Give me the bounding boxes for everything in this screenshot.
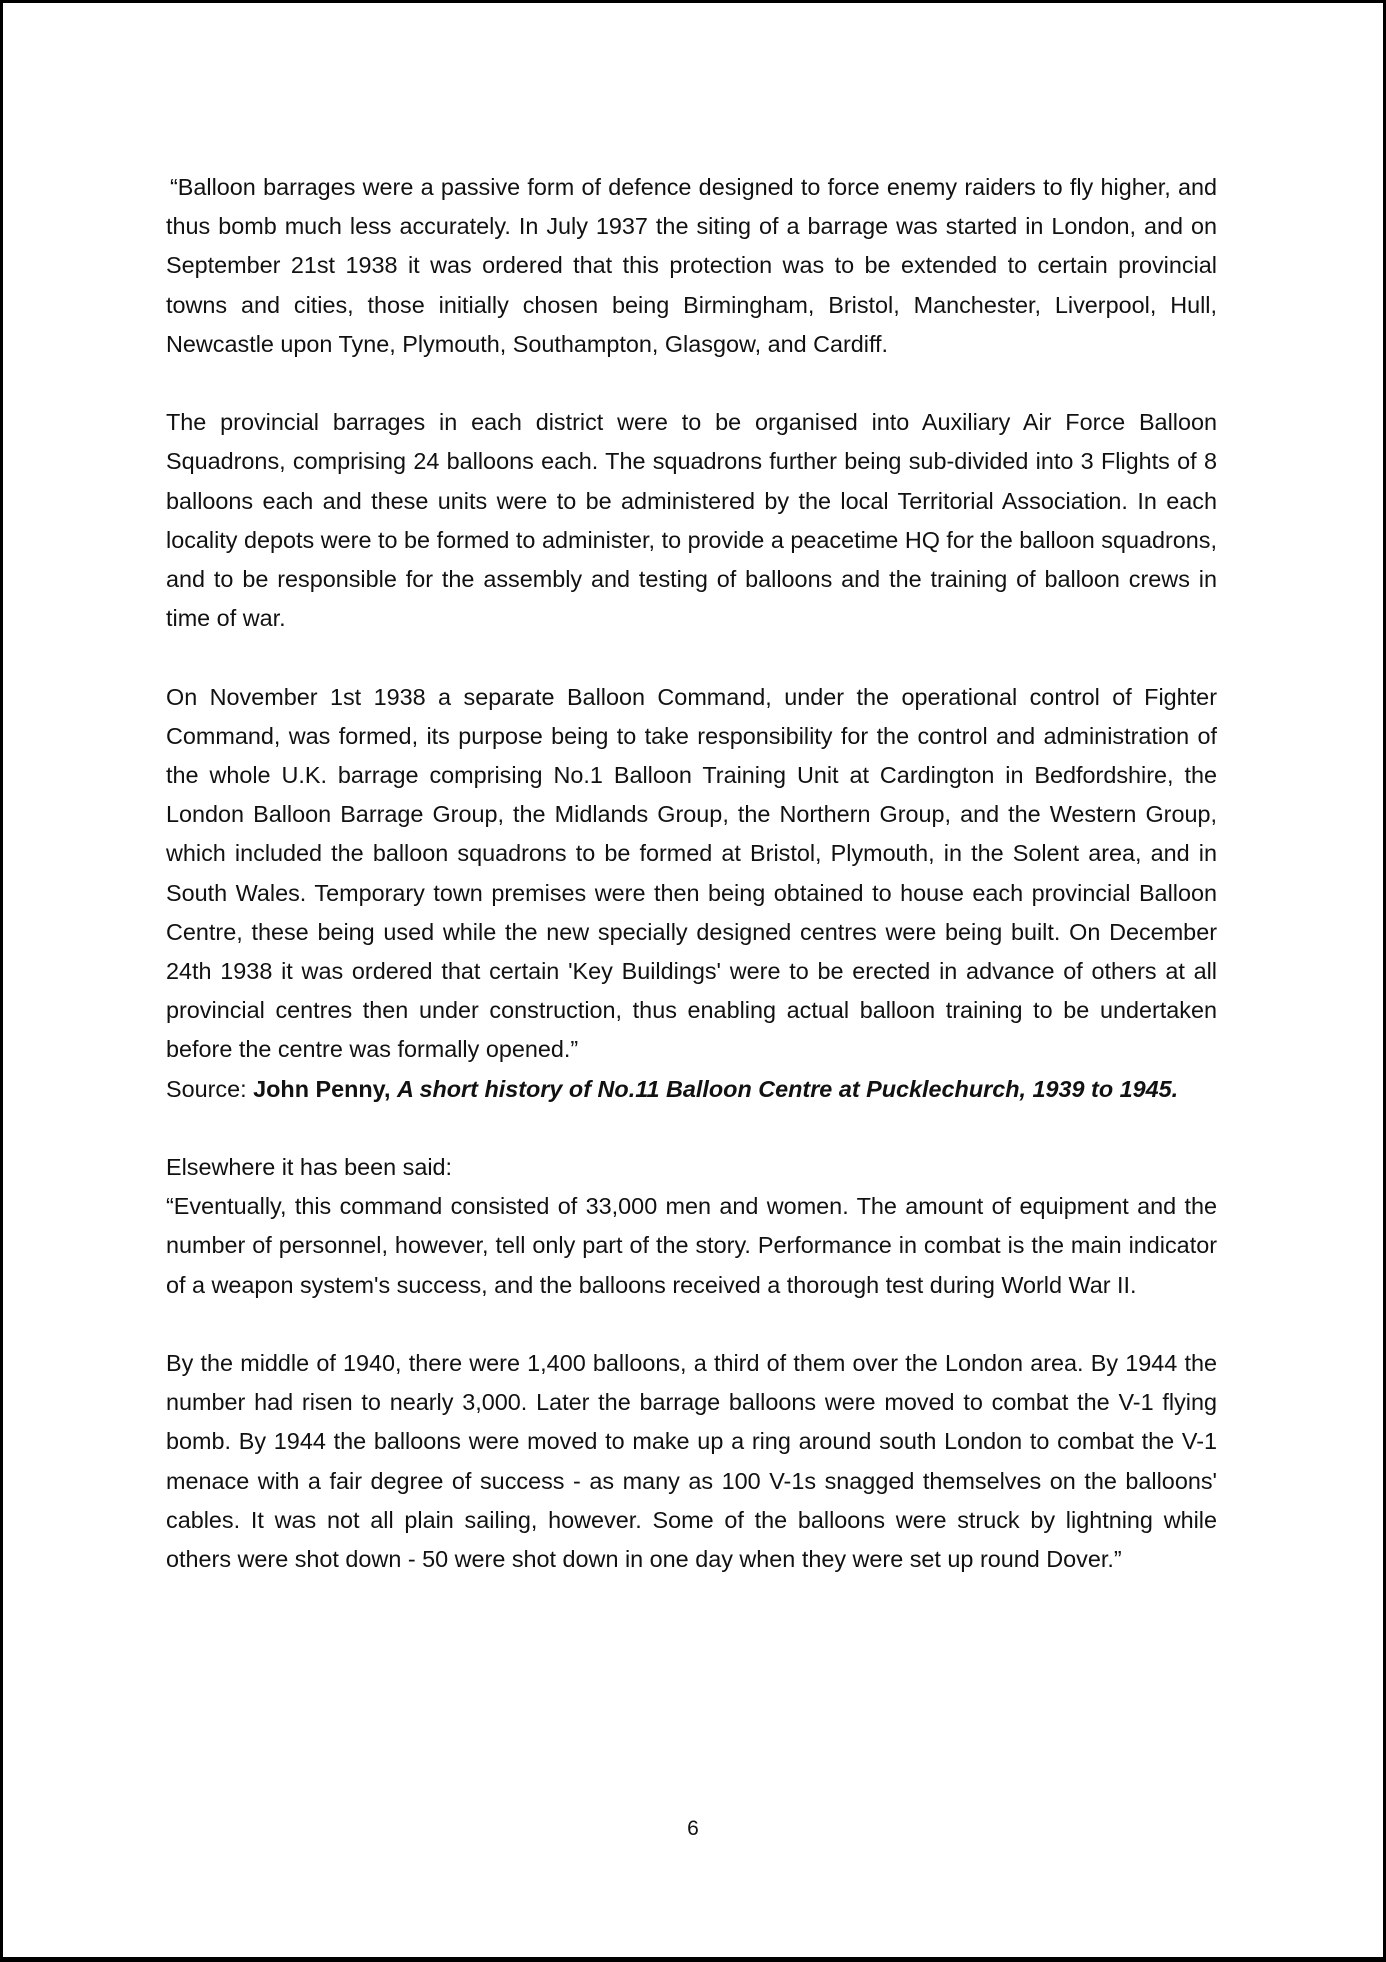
source-prefix: Source: xyxy=(166,1075,254,1102)
paragraph-balloon-command: On November 1st 1938 a separate Balloon Command, under the operational control of Fighter Command, was formed, its purpose being to take responsibility for the control and administration of the whole U.K. barrage comprising No.1 Balloon Training Unit at Cardington in Bedfordshire, the London Balloon Barrage Group, the Midlands Group, the Northern Group, and the Western Group, which included the balloon squadrons to be formed at Bristol, Plymouth, in the Solent area, and in South Wales. Temporary town premises were then being obtained to house each provincial Balloon Centre, these being used while the new specially designed centres were being built. On December 24th 1938 it was ordered that certain 'Key Buildings' were to be erected in advance of others at all provincial centres then under construction, thus enabling actual balloon training to be undertaken before the centre was formally opened.” xyxy=(166,683,1217,1063)
paragraph-elsewhere-intro: Elsewhere it has been said: xyxy=(166,1154,453,1181)
page-body xyxy=(166,168,1217,1579)
paragraph-balloon-barrages: “Balloon barrages were a passive form of defence designed to force enemy raiders to fly higher, and thus bomb much less accurately. In July 1937 the siting of a barrage was started in London, and on September 21st 1938 it was ordered that this protection was to be extended to certain provincial towns and cities, those initially chosen being Birmingham, Bristol, Manchester, Liverpool, Hull, Newcastle upon Tyne, Plymouth, Southampton, Glasgow, and Cardiff. xyxy=(166,174,1217,357)
page-number: 6 xyxy=(687,1817,699,1840)
source-citation xyxy=(166,1070,1217,1109)
paragraph-spacer xyxy=(166,1109,1217,1148)
paragraph-spacer xyxy=(166,638,1217,677)
source-author: John Penny, xyxy=(253,1075,397,1102)
paragraph-balloon-numbers: By the middle of 1940, there were 1,400 balloons, a third of them over the London area. By 1944 the number had risen to nearly 3,000. Later the barrage balloons were moved to combat the V-1 flying bomb. By 1944 the balloons were moved to make up a ring around south London to combat the V-1 menace with a fair degree of success - as many as 100 V-1s snagged themselves on the balloons' cables. It was not all plain sailing, however. Some of the balloons were struck by lightning while others were shot down - 50 were shot down in one day when they were set up round Dover.” xyxy=(166,1350,1217,1573)
paragraph-command-size: “Eventually, this command consisted of 33,000 men and women. The amount of equipment and the number of personnel, however, tell only part of the story. Performance in combat is the main indicator of a weapon system's success, and the balloons received a thorough test during World War II. xyxy=(166,1193,1217,1298)
paragraph-provincial-barrages: The provincial barrages in each district were to be organised into Auxiliary Air Force Balloon Squadrons, comprising 24 balloons each. The squadrons further being sub-divided into 3 Flights of 8 balloons each and these units were to be administered by the local Territorial Association. In each locality depots were to be formed to administer, to provide a peacetime HQ for the balloon squadrons, and to be responsible for the assembly and testing of balloons and the training of balloon crews in time of war. xyxy=(166,409,1217,632)
paragraph-spacer xyxy=(166,1305,1217,1344)
paragraph-spacer xyxy=(166,364,1217,403)
source-title: A short history of No.11 Balloon Centre at Pucklechurch, 1939 to 1945. xyxy=(396,1075,1179,1102)
